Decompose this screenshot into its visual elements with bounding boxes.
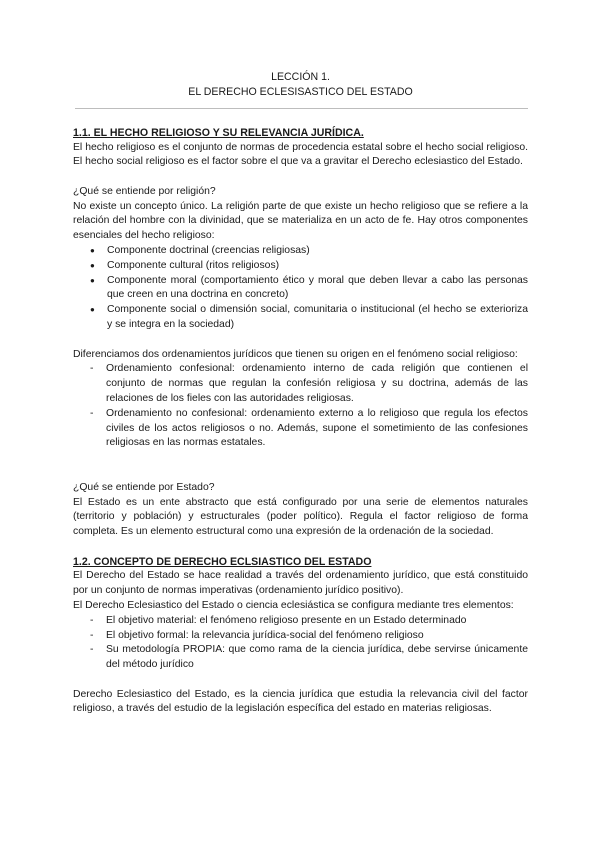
list-item: ● Componente doctrinal (creencias religiosas) bbox=[73, 244, 528, 259]
lesson-number: LECCIÓN 1. bbox=[271, 71, 330, 83]
components-list bbox=[73, 244, 528, 333]
ordenamientos-list bbox=[73, 362, 528, 451]
list-item: ● Componente moral (comportamiento ético y moral que deben llevar a cabo las personas que creen en una doctrina en concreto) bbox=[90, 274, 528, 301]
section-2-heading: 1.2. CONCEPTO DE DERECHO ECLSIASTICO DEL ESTADO bbox=[73, 555, 372, 568]
section-2-conclusion: Derecho Eclesiastico del Estado, es la ciencia jurídica que estudia la relevancia civil del factor religioso, a través del estudio de la legislación específica del estado en materias religiosas. bbox=[73, 688, 528, 715]
bullet-icon: ● bbox=[90, 260, 95, 270]
list-item: - El objetivo material: el fenómeno religioso presente en un Estado determinado bbox=[73, 614, 528, 629]
dash-icon: - bbox=[90, 407, 94, 419]
bullet-icon: ● bbox=[90, 275, 95, 285]
list-item: - Ordenamiento confesional: ordenamiento interno de cada religión que contienen el conjunto de normas que regulan la confesión religiosa y su doctrina, además de las relaciones de los fieles con las autoridades religiosas. bbox=[90, 363, 528, 405]
answer-estado: El Estado es un ente abstracto que está configurado por una serie de elementos naturales (territorio y población) y estructurales (poder político). Regula el factor religioso de forma completa. Es un elemento estructural como una expresión de la ordenación de la sociedad. bbox=[73, 496, 528, 538]
dash-icon: - bbox=[90, 629, 94, 641]
bullet-icon: ● bbox=[90, 246, 95, 256]
section-2-p1: El Derecho del Estado se hace realidad a través del ordenamiento jurídico, que está constituido por un conjunto de normas imperativas (ordenamiento jurídico positivo). bbox=[73, 570, 528, 597]
header-divider bbox=[75, 108, 528, 109]
list-item: - Su metodología PROPIA: que como rama de la ciencia jurídica, debe servirse únicamente del método jurídico bbox=[90, 644, 528, 671]
elements-list bbox=[73, 614, 528, 673]
list-item: - Ordenamiento no confesional: ordenamiento externo a lo religioso que regula los efectos civiles de los actos religiosos o no. Además, supone el sometimiento de las confesiones religiosas en las normas estatales. bbox=[90, 407, 528, 449]
list-item: - El objetivo formal: la relevancia jurídica-social del fenómeno religioso bbox=[73, 629, 528, 644]
ordenamientos-intro: Diferenciamos dos ordenamientos jurídicos que tienen su origen en el fenómeno social religioso: bbox=[73, 348, 518, 360]
list-item: ● Componente cultural (ritos religiosos) bbox=[73, 259, 528, 274]
bullet-icon: ● bbox=[90, 305, 95, 315]
list-item: ● Componente social o dimensión social, comunitaria o institucional (el hecho se exterioriza y se integra en la sociedad) bbox=[90, 304, 528, 331]
lesson-title: EL DERECHO ECLESISASTICO DEL ESTADO bbox=[188, 86, 413, 98]
dash-icon: - bbox=[90, 363, 94, 375]
section-1-intro: El hecho religioso es el conjunto de normas de procedencia estatal sobre el hecho social religioso. El hecho social religioso es el factor sobre el que va a gravitar el Derecho eclesiastico del Estado. bbox=[73, 141, 528, 168]
answer-religion: No existe un concepto único. La religión parte de que existe un hecho religioso que se refiere a la relación del hombre con la divinidad, que se materializa en un acto de fe. Hay otros componentes esenciales del hecho religioso: bbox=[73, 200, 528, 242]
dash-icon: - bbox=[90, 614, 94, 626]
section-1-heading: 1.1. EL HECHO RELIGIOSO Y SU RELEVANCIA JURÍDICA. bbox=[73, 127, 364, 139]
question-estado: ¿Qué se entiende por Estado? bbox=[73, 481, 215, 493]
dash-icon: - bbox=[90, 644, 94, 656]
question-religion: ¿Qué se entiende por religión? bbox=[73, 185, 216, 197]
section-2-p2: El Derecho Eclesiastico del Estado o ciencia eclesiástica se configura mediante tres elementos: bbox=[73, 599, 514, 611]
